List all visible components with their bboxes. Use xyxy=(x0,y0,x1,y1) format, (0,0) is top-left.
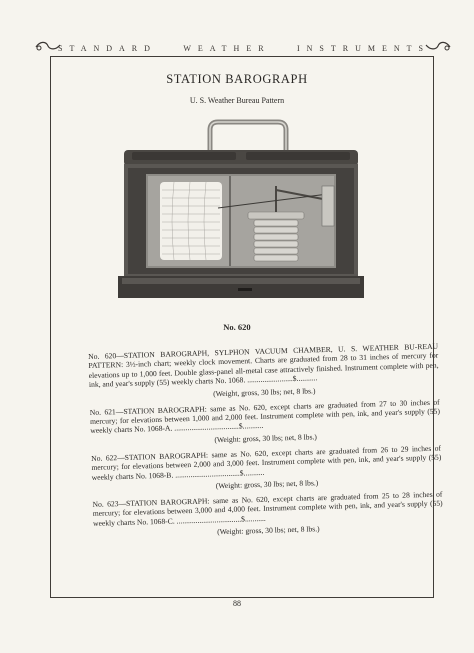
page-number: 88 xyxy=(233,599,241,608)
product-description: No. 622—STATION BAROGRAPH: same as No. 620, except charts are graduated from 26 to 29 inches of mercury; for elevations between 2,000 and 3,000 feet. Instrument complete with pen, ink, and year's supply (55) weekly charts No. 1068-B. ..................................$........... xyxy=(91,443,442,482)
product-list xyxy=(88,342,444,547)
photo-caption: No. 620 xyxy=(223,322,251,332)
product-weight: (Weight, gross, 30 lbs; net, 8 lbs.) xyxy=(212,385,316,398)
product-weight: (Weight: gross, 30 lbs; net, 8 lbs.) xyxy=(215,478,319,491)
product-item-623 xyxy=(92,490,443,541)
product-item-620 xyxy=(88,342,439,402)
product-item-622 xyxy=(91,443,442,494)
header-word-weather: WEATHER xyxy=(183,44,271,53)
product-weight: (Weight: gross, 30 lbs; net, 8 lbs.) xyxy=(214,432,318,445)
product-description: No. 621—STATION BAROGRAPH: same as No. 620, except charts are graduated from 27 to 30 inches of mercury; for elevations between 1,000 and 2,000 feet. Instrument complete with pen, ink, and year's supply (55) weekly charts No. 1068-A. ..................................$........... xyxy=(89,397,441,436)
product-description: No. 620—STATION BAROGRAPH, SYLPHON VACUUM CHAMBER, U. S. WEATHER BU-REAU PATTERN: 3½-inch chart; weekly clock movement. Charts are graduated from 28 to 31 inches of mercury for elevations up to 1,000 feet. Double glass-panel all-metal case attractively finished. Instrument complete with pen, ink, and year's supply (55) weekly charts No. 1068. ........................$........... xyxy=(88,341,439,390)
product-description: No. 623—STATION BAROGRAPH: same as No. 620, except charts are graduated from 25 to 28 inches of mercury; for elevations between 3,000 and 4,000 feet. Instrument complete with pen, ink, and year's supply (55) weekly charts No. 1068-C. ..................................$........... xyxy=(92,489,443,528)
page-subtitle: U. S. Weather Bureau Pattern xyxy=(189,96,285,105)
product-item-621 xyxy=(90,397,441,448)
page-title: STATION BAROGRAPH xyxy=(166,72,308,86)
header-word-instruments: INSTRUMENTS xyxy=(296,44,430,53)
running-header xyxy=(58,44,430,53)
barograph-photo xyxy=(118,116,364,308)
product-weight: (Weight: gross, 30 lbs; net, 8 lbs.) xyxy=(216,524,320,537)
header-word-standard: STANDARD xyxy=(58,44,157,53)
